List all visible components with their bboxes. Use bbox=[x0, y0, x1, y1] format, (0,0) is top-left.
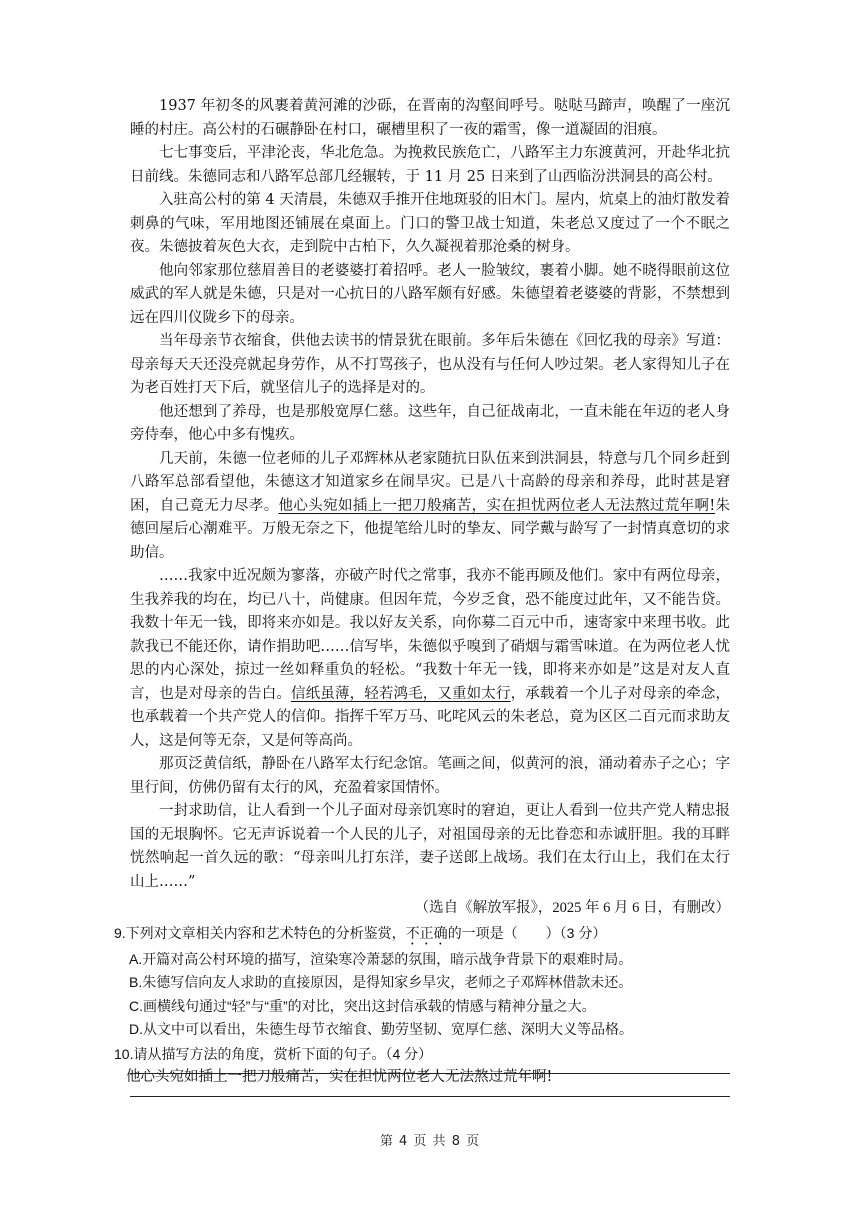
question-10-stem: 10.请从描写方法的角度，赏析下面的句子。（4 分） bbox=[114, 1045, 433, 1062]
option-c: C.画横线句通过“轻”与“重”的对比，突出这封信承载的情感与精神分量之大。 bbox=[129, 997, 596, 1014]
paragraph-7-part-b: 朱德回屋后心潮难平。万般无奈之下，他提笔给儿时的挚友、同学戴与龄写了一封情真意切的求助信。 bbox=[130, 497, 731, 561]
paragraph-8-part-a: ……我家中近况颇为寥落，亦破产时代之常事，我亦不能再顾及他们。家中有两位母亲，生我养我的均在，均已八十，尚健康。但因年荒，今岁乏食，恐不能度过此年，又不能告贷。我数十年无一钱，即将来亦如是。我以好友关系，向你募二百元中币，速寄家中来理书收。此款我已不能还你，请作捐助吧……信写毕，朱德似乎嗅到了硝烟与霜雪味道。在为两位老人忧思的内心深处，掠过一丝如释重负的轻松。“我数十年无一钱，即将来亦如是”这是对友人直言，也是对母亲的告白。 bbox=[130, 568, 730, 702]
question-9-stem bbox=[114, 922, 730, 948]
option-a: A.开篇对高公村环境的描写，渲染寒冷萧瑟的氛围，暗示战争背景下的艰难时局。 bbox=[129, 950, 633, 967]
paragraph-7-part-a: 几天前，朱德一位老师的儿子邓辉林从老家随抗日队伍来到洪洞县，特意与几个同乡赶到八路军总部看望他，朱德这才知道家乡在闹旱灾。已是八十高龄的母亲和养母，此时甚是窘困，自己竟无力尽孝。 bbox=[130, 450, 730, 514]
paragraph-8-part-b: ，承载着一个儿子对母亲的牵念，也承载着一个共产党人的信仰。指挥千军万马、叱咤风云的朱老总，竟为区区二百元而求助友人，这是何等无奈，又是何等高尚。 bbox=[130, 685, 731, 749]
paragraph-10: 一封求助信，让人看到一个儿子面对母亲饥寒时的窘迫，更让人看到一位共产党人精忠报国的无垠胸怀。它无声诉说着一个人民的儿子，对祖国母亲的无比眷恋和赤诚肝胆。我的耳畔恍然响起一首久远的歌：“母亲叫儿打东洋，妻子送郎上战场。我们在太行山上，我们在太行山上……” bbox=[130, 803, 730, 890]
answer-line-1[interactable] bbox=[130, 1073, 730, 1074]
paragraph-2: 七七事变后，平津沦丧，华北危急。为挽救民族危亡，八路军主力东渡黄河，开赴华北抗日前线。朱德同志和八路军总部几经辗转，于 11 月 25 日来到了山西临汾洪洞县的高公村。 bbox=[130, 145, 730, 185]
option-b: B.朱德写信向友人求助的直接原因，是得知家乡旱灾，老师之子邓辉林借款未还。 bbox=[129, 974, 633, 990]
answer-line-2[interactable] bbox=[130, 1096, 730, 1097]
paragraph-9: 那页泛黄信纸，静卧在八路军太行纪念馆。笔画之间，似黄河的浪，涌动着赤子之心；字里行间，仿佛仍留有太行的风，充盈着家国情怀。 bbox=[130, 756, 730, 796]
underlined-phrase: 信纸虽薄，轻若鸿毛，又重如太行 bbox=[291, 685, 511, 702]
source-citation: （选自《解放军报》，2025 年 6 月 6 日，有删改） bbox=[414, 900, 730, 916]
question-9-stem-post: 的一项是（ ）（3 分） bbox=[447, 924, 607, 941]
paragraph-1: 1937 年初冬的风裹着黄河滩的沙砾，在晋南的沟壑间呼号。哒哒马蹄声，唤醒了一座沉睡的村庄。高公村的石碾静卧在村口，碾槽里积了一夜的霜雪，像一道凝固的泪痕。 bbox=[130, 98, 730, 138]
paragraph-8 bbox=[130, 565, 730, 753]
question-9-emphasis: 不正确 bbox=[405, 924, 448, 941]
underlined-sentence: 他心头宛如插上一把刀般痛苦，实在担忧两位老人无法熬过荒年啊! bbox=[278, 497, 716, 514]
reading-passage bbox=[114, 95, 731, 1090]
page-number: 第 4 页 共 8 页 bbox=[379, 1134, 481, 1149]
question-9-stem-pre: 9.下列对文章相关内容和艺术特色的分析鉴赏， bbox=[114, 924, 406, 941]
option-d: D.从文中可以看出，朱德生母节衣缩食、勤劳坚韧、宽厚仁慈、深明大义等品格。 bbox=[129, 1021, 633, 1037]
paragraph-5: 当年母亲节衣缩食，供他去读书的情景犹在眼前。多年后朱德在《回忆我的母亲》写道：母亲每天天还没亮就起身劳作，从不打骂孩子，也从没有与任何人吵过架。老人家得知儿子在为老百姓打天下后，就坚信儿子的选择是对的。 bbox=[130, 333, 730, 396]
paragraph-3: 入驻高公村的第 4 天清晨，朱德双手推开住地斑驳的旧木门。屋内，炕桌上的油灯散发着刺鼻的气味，军用地图还铺展在桌面上。门口的警卫战士知道，朱老总又度过了一个不眠之夜。朱德披着灰色大衣，走到院中古柏下，久久凝视着那沧桑的树身。 bbox=[130, 192, 730, 255]
question-10-quote: 他心头宛如插上一把刀般痛苦，实在担忧两位老人无法熬过荒年啊! bbox=[126, 1069, 553, 1085]
paragraph-7 bbox=[130, 448, 730, 566]
paragraph-6: 他还想到了养母，也是那般宽厚仁慈。这些年，自己征战南北，一直未能在年迈的老人身旁侍奉，他心中多有愧疚。 bbox=[130, 403, 730, 443]
paragraph-4: 他向邻家那位慈眉善目的老婆婆打着招呼。老人一脸皱纹，裹着小脚。她不晓得眼前这位威武的军人就是朱德，只是对一心抗日的八路军颇有好感。朱德望着老婆婆的背影，不禁想到远在四川仪陇乡下的母亲。 bbox=[130, 262, 730, 326]
